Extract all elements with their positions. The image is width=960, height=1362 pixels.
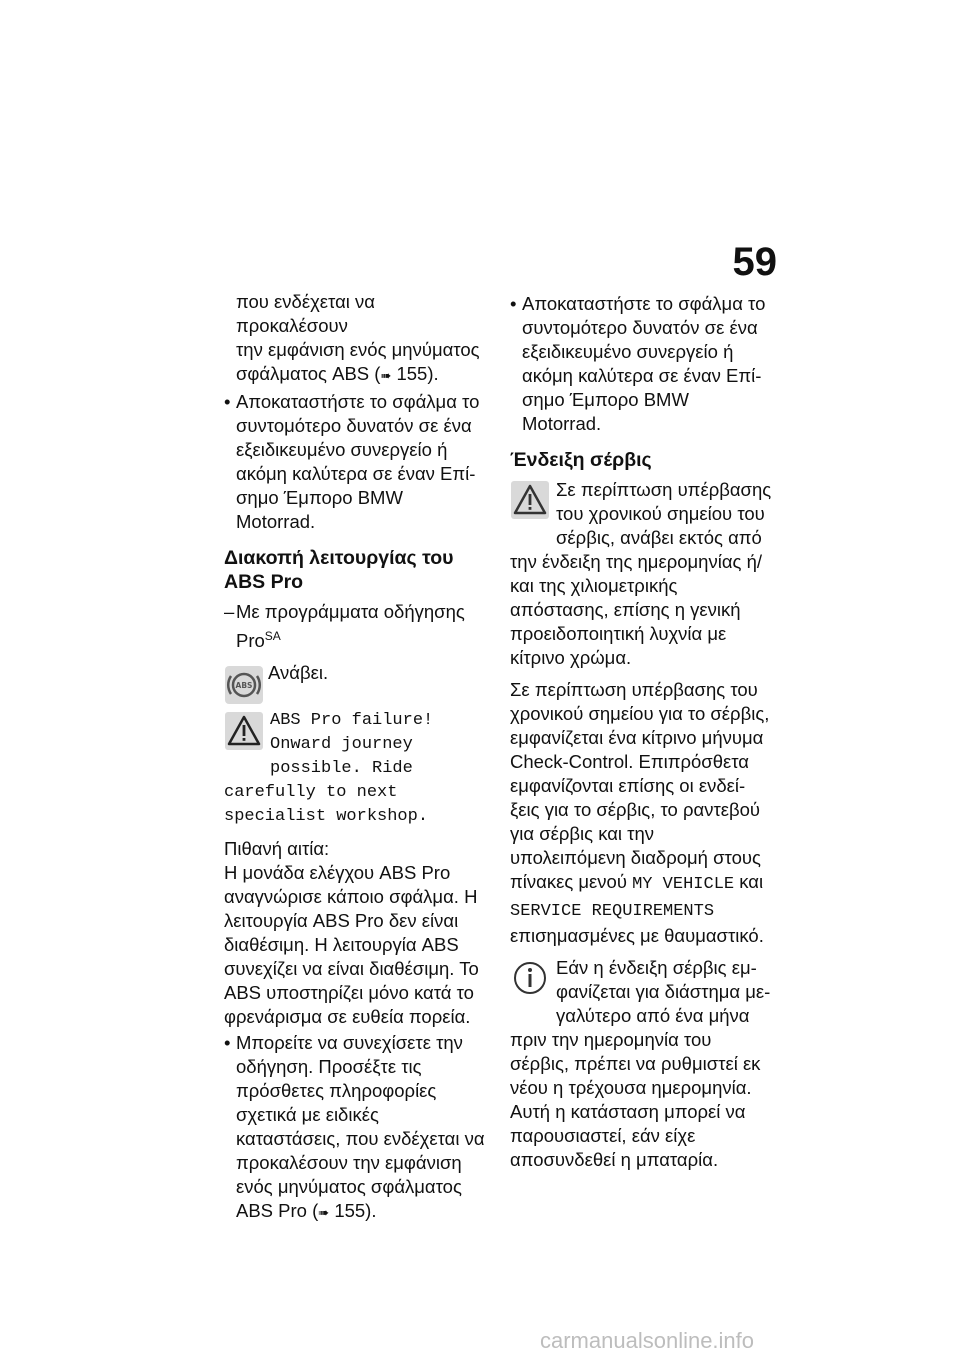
service-text-3: επισημασμένες με θαυμαστικό. — [510, 925, 764, 946]
right-column — [510, 290, 772, 1172]
left-column — [224, 290, 486, 1225]
intro-line-3: σφάλματος ABS (➠ 155). — [236, 363, 439, 384]
service-text-2-body: Σε περίπτωση υπέρβασης του χρονικού σημείου για το σέρβις, εμφανίζεται ένα κίτρινο μήνυμα Check-Control. Επιπρόσθετα εμφανίζονται επίσης οι ενδεί-ξεις για το σέρβις, το ραντεβού για σέρβις και την υπολειπόμενη διαδρομή στους πίνακες μενού — [510, 679, 770, 892]
service-info-text: Εάν η ένδειξη σέρβις εμ-φανίζεται για διάστημα με-γαλύτερο από ένα μήνα πριν την ημερομηνία του σέρβις, πρέπει να ρυθμιστεί εκ νέου η τρέχουσα ημερομηνία. Αυτή η κατάσταση μπορεί να παρουσιαστεί, εάν είχε αποσυνδεθεί η μπαταρία. — [510, 957, 771, 1170]
left-bullet-1: • Αποκαταστήστε το σφάλμα το συντομότερο δυνατόν σε ένα εξειδικευμένο συνεργείο ή ακόμη καλύτερα σε έναν Επί-σημο Έμπορο BMW Motorrad. — [224, 390, 486, 534]
abs-lamp-row — [224, 661, 486, 701]
intro-line-2: την εμφάνιση ενός μηνύματος — [236, 339, 480, 360]
service-warning-block — [510, 478, 772, 670]
general-warning-lamp-icon — [510, 480, 550, 526]
lights-up-text: Ανάβει. — [268, 662, 329, 684]
abs-warning-lamp-icon — [224, 665, 264, 711]
and-word: και — [739, 871, 764, 892]
page-number: 59 — [732, 240, 777, 284]
service-indicator-heading: Ένδειξη σέρβις — [510, 449, 652, 471]
intro-line-3-text: σφάλματος ABS — [236, 363, 370, 384]
riding-modes-item — [224, 600, 486, 653]
sa-superscript: SA — [264, 629, 281, 643]
left-bullet-2: • Μπορείτε να συνεχίσετε την οδήγηση. Προσέξτε τις πρόσθετες πληροφορίες σχετικά με ειδικές καταστάσεις, που ενδέχεται να προκαλέσουν την εμφάνιση ενός μηνύματος σφάλματος ABS Pro (➠ 155). — [224, 1031, 486, 1225]
reference-arrow-icon: ➠ — [380, 368, 392, 383]
bullet2-ref-link[interactable]: 155). — [334, 1200, 377, 1222]
menu-my-vehicle: MY VEHICLE — [632, 875, 735, 894]
riding-modes-text: Με προγράμματα οδήγησης Pro — [236, 601, 465, 652]
abs-lamp-label: ABS — [235, 681, 253, 691]
intro-line-1: που ενδέχεται να προκαλέσουν — [236, 291, 375, 336]
service-text: Σε περίπτωση υπέρβασης του χρονικού σημείου του σέρβις, ανάβει εκτός από την ένδειξη της ημερομηνίας ή/και της χιλιομετρικής απόστασης, επίσης η γενική προειδοποιητική λυχνία με κίτρινο χρώμα. — [510, 479, 772, 668]
abs-failure-message: ABS Pro failure! Onward journey possible. Ride carefully to next specialist workshop. — [224, 711, 434, 827]
info-icon — [510, 958, 550, 1004]
left-bullet-2-text: Μπορείτε να συνεχίσετε την οδήγηση. Προσέξτε τις πρόσθετες πληροφορίες σχετικά με ειδικές καταστάσεις, που ενδέχεται να προκαλέσουν την εμφάνιση ενός μηνύματος σφάλματος ABS Pro — [236, 1032, 485, 1222]
abs-failure-message-block — [224, 709, 486, 829]
possible-cause-text: Η μονάδα ελέγχου ABS Pro αναγνώρισε κάποιο σφάλμα. Η λειτουργία ABS Pro δεν είναι διαθέσιμη. Η λειτουργία ABS συνεχίζει να είναι διαθέσιμη. Το ABS υποστηρίζει μόνο κατά το φρενάρισμα σε ευθεία πορεία. — [224, 862, 479, 1028]
watermark: carmanualsonline.info — [540, 1328, 755, 1353]
abs-pro-heading: Διακοπή λειτουργίας του ABS Pro — [224, 547, 454, 593]
right-bullet-1: • Αποκαταστήστε το σφάλμα το συντομότερο δυνατόν σε ένα εξειδικευμένο συνεργείο ή ακόμη καλύτερα σε έναν Επί-σημο Έμπορο BMW Motorrad. — [510, 292, 772, 436]
warning-triangle-icon — [224, 711, 264, 757]
service-info-block — [510, 956, 772, 1172]
reference-arrow-icon-2: ➠ — [318, 1205, 330, 1221]
intro-ref-link[interactable]: 155). — [396, 363, 439, 384]
service-text-2 — [510, 678, 772, 948]
possible-cause-label: Πιθανή αιτία: — [224, 838, 330, 860]
menu-service-requirements: SERVICE REQUIREMENTS — [510, 902, 715, 921]
